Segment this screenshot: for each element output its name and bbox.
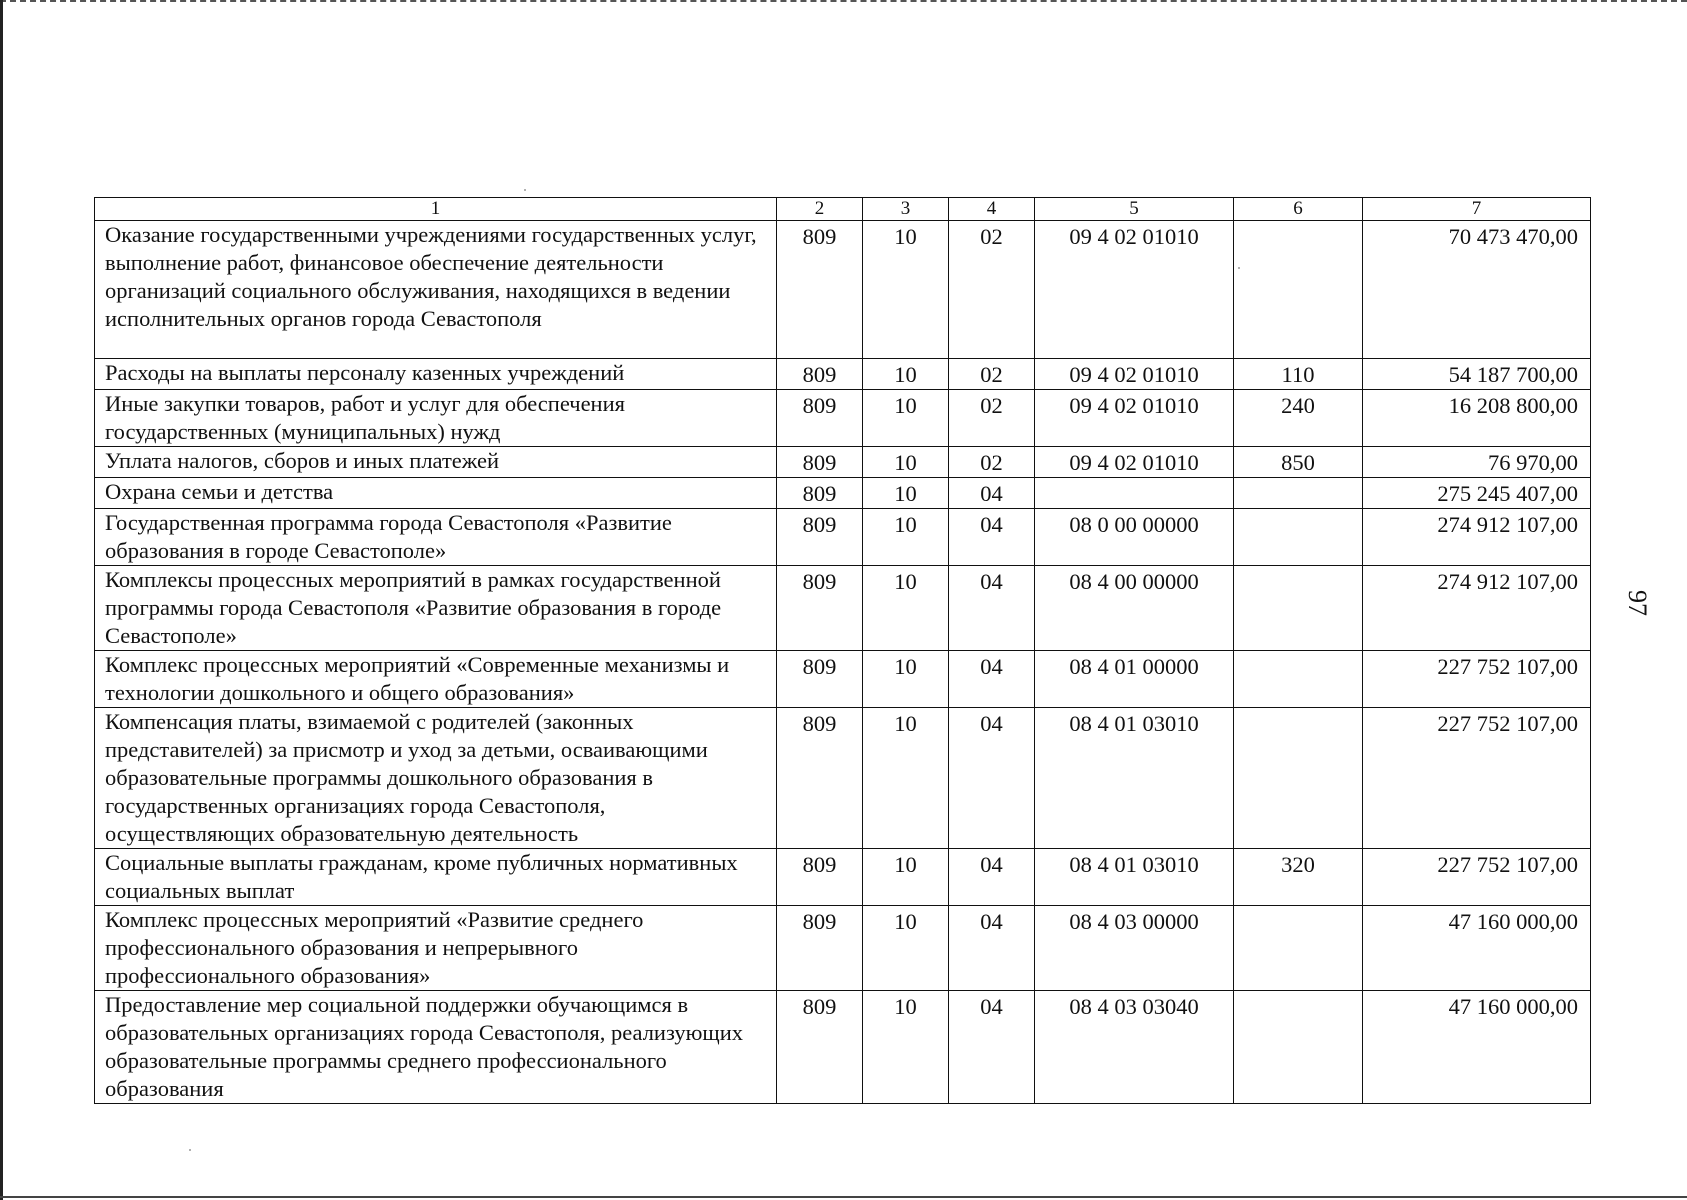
expense-type-code — [1234, 478, 1363, 509]
item-name: Предоставление мер социальной поддержки обучающимся в образовательных организациях города Севастополя, реализующих образовательные программы среднего профессионального образования — [95, 991, 777, 1104]
target-article-code: 08 4 01 03010 — [1035, 849, 1234, 906]
table-row — [95, 447, 1591, 478]
expense-type-code: 320 — [1234, 849, 1363, 906]
page-number: 97 — [1623, 590, 1652, 616]
column-number: 5 — [1035, 198, 1234, 221]
ministry-code: 809 — [777, 991, 863, 1104]
expense-type-code — [1234, 651, 1363, 708]
section-code: 10 — [863, 849, 949, 906]
table-row — [95, 906, 1591, 991]
item-name: Оказание государственными учреждениями государственных услуг, выполнение работ, финансовое обеспечение деятельности организаций социального обслуживания, находящихся в ведении исполнительных органов города Севастополя — [95, 221, 777, 359]
target-article-code: 09 4 02 01010 — [1035, 221, 1234, 359]
expense-type-code — [1234, 708, 1363, 849]
ministry-code: 809 — [777, 849, 863, 906]
scan-edge-top — [0, 0, 1687, 2]
amount: 227 752 107,00 — [1363, 651, 1591, 708]
section-code: 10 — [863, 566, 949, 651]
target-article-code: 09 4 02 01010 — [1035, 359, 1234, 390]
table-row — [95, 221, 1591, 359]
section-code: 10 — [863, 478, 949, 509]
expense-type-code — [1234, 991, 1363, 1104]
amount: 76 970,00 — [1363, 447, 1591, 478]
amount: 274 912 107,00 — [1363, 509, 1591, 566]
item-name: Государственная программа города Севастополя «Развитие образования в городе Севастополе» — [95, 509, 777, 566]
section-code: 10 — [863, 359, 949, 390]
section-code: 10 — [863, 509, 949, 566]
target-article-code: 08 4 00 00000 — [1035, 566, 1234, 651]
amount: 54 187 700,00 — [1363, 359, 1591, 390]
ministry-code: 809 — [777, 447, 863, 478]
subsection-code: 02 — [949, 359, 1035, 390]
amount: 47 160 000,00 — [1363, 906, 1591, 991]
expense-type-code: 240 — [1234, 390, 1363, 447]
amount: 274 912 107,00 — [1363, 566, 1591, 651]
column-number: 2 — [777, 198, 863, 221]
scan-edge-left — [0, 0, 3, 1200]
ministry-code: 809 — [777, 566, 863, 651]
section-code: 10 — [863, 651, 949, 708]
subsection-code: 02 — [949, 447, 1035, 478]
table-row — [95, 566, 1591, 651]
table-row — [95, 849, 1591, 906]
amount: 70 473 470,00 — [1363, 221, 1591, 359]
amount: 47 160 000,00 — [1363, 991, 1591, 1104]
ministry-code: 809 — [777, 221, 863, 359]
ministry-code: 809 — [777, 478, 863, 509]
item-name: Уплата налогов, сборов и иных платежей — [95, 447, 777, 478]
subsection-code: 04 — [949, 708, 1035, 849]
column-number: 6 — [1234, 198, 1363, 221]
column-number: 3 — [863, 198, 949, 221]
target-article-code: 08 4 03 00000 — [1035, 906, 1234, 991]
expense-type-code — [1234, 509, 1363, 566]
target-article-code: 08 0 00 00000 — [1035, 509, 1234, 566]
ministry-code: 809 — [777, 651, 863, 708]
item-name: Социальные выплаты гражданам, кроме публичных нормативных социальных выплат — [95, 849, 777, 906]
item-name: Комплекс процессных мероприятий «Современные механизмы и технологии дошкольного и общего образования» — [95, 651, 777, 708]
section-code: 10 — [863, 991, 949, 1104]
item-name: Иные закупки товаров, работ и услуг для обеспечения государственных (муниципальных) нужд — [95, 390, 777, 447]
amount: 227 752 107,00 — [1363, 849, 1591, 906]
scan-edge-bottom — [0, 1196, 1687, 1198]
ministry-code: 809 — [777, 906, 863, 991]
ministry-code: 809 — [777, 359, 863, 390]
column-number-row — [95, 198, 1591, 221]
item-name: Комплексы процессных мероприятий в рамках государственной программы города Севастополя «Развитие образования в городе Севастополе» — [95, 566, 777, 651]
subsection-code: 02 — [949, 221, 1035, 359]
section-code: 10 — [863, 390, 949, 447]
scan-speck — [524, 189, 526, 191]
amount: 275 245 407,00 — [1363, 478, 1591, 509]
table-row — [95, 708, 1591, 849]
table-row — [95, 991, 1591, 1104]
item-name: Охрана семьи и детства — [95, 478, 777, 509]
section-code: 10 — [863, 221, 949, 359]
target-article-code — [1035, 478, 1234, 509]
table-row — [95, 509, 1591, 566]
subsection-code: 04 — [949, 906, 1035, 991]
budget-table — [94, 197, 1591, 1104]
column-number: 1 — [95, 198, 777, 221]
expense-type-code: 850 — [1234, 447, 1363, 478]
item-name: Компенсация платы, взимаемой с родителей (законных представителей) за присмотр и уход за детьми, осваивающими образовательные программы дошкольного образования в государственных организациях города Севастополя, осуществляющих образовательную деятельность — [95, 708, 777, 849]
subsection-code: 04 — [949, 991, 1035, 1104]
item-name: Комплекс процессных мероприятий «Развитие среднего профессионального образования и непрерывного профессионального образования» — [95, 906, 777, 991]
subsection-code: 02 — [949, 390, 1035, 447]
item-name: Расходы на выплаты персоналу казенных учреждений — [95, 359, 777, 390]
subsection-code: 04 — [949, 849, 1035, 906]
expense-type-code — [1234, 906, 1363, 991]
section-code: 10 — [863, 708, 949, 849]
column-number: 4 — [949, 198, 1035, 221]
column-number: 7 — [1363, 198, 1591, 221]
ministry-code: 809 — [777, 708, 863, 849]
expense-type-code — [1234, 566, 1363, 651]
table-row — [95, 478, 1591, 509]
ministry-code: 809 — [777, 509, 863, 566]
target-article-code: 08 4 01 00000 — [1035, 651, 1234, 708]
scan-speck — [189, 1149, 191, 1151]
ministry-code: 809 — [777, 390, 863, 447]
table-row — [95, 390, 1591, 447]
section-code: 10 — [863, 906, 949, 991]
subsection-code: 04 — [949, 566, 1035, 651]
target-article-code: 09 4 02 01010 — [1035, 447, 1234, 478]
amount: 16 208 800,00 — [1363, 390, 1591, 447]
target-article-code: 09 4 02 01010 — [1035, 390, 1234, 447]
amount: 227 752 107,00 — [1363, 708, 1591, 849]
table-row — [95, 359, 1591, 390]
target-article-code: 08 4 03 03040 — [1035, 991, 1234, 1104]
subsection-code: 04 — [949, 478, 1035, 509]
subsection-code: 04 — [949, 509, 1035, 566]
expense-type-code — [1234, 221, 1363, 359]
section-code: 10 — [863, 447, 949, 478]
expense-type-code: 110 — [1234, 359, 1363, 390]
subsection-code: 04 — [949, 651, 1035, 708]
target-article-code: 08 4 01 03010 — [1035, 708, 1234, 849]
table-row — [95, 651, 1591, 708]
